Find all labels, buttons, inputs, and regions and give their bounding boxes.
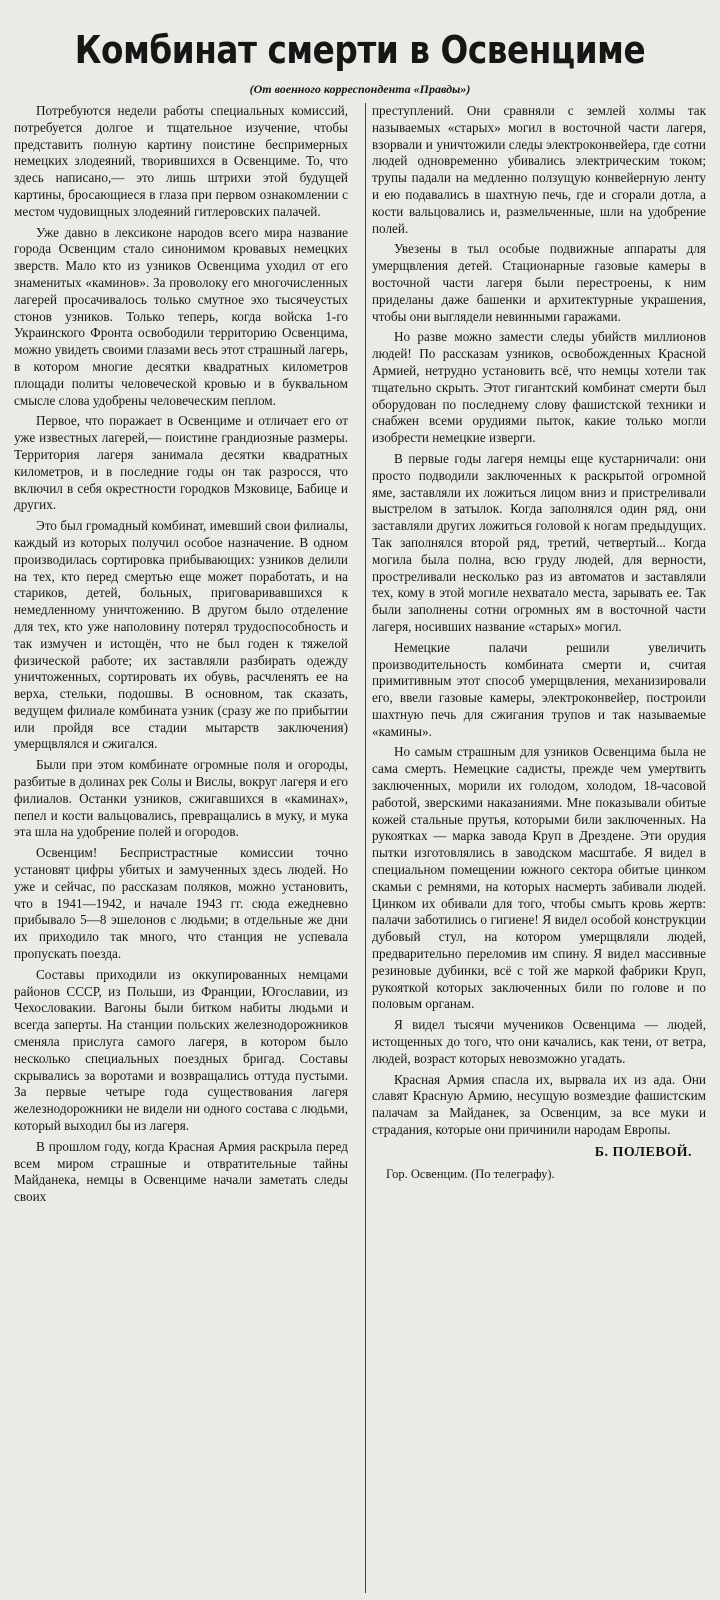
paragraph: Потребуются недели работы специальных комиссий, потребуется долгое и тщательное изучение, чтобы представить полную картину поистине беспримерных немецких злодеяний, творившихся в Освенциме. То, что здесь написано,— это лишь штрихи этой будущей картины, бросающиеся в глаза при первом ознакомлении с местом чудовищных злодеяний гитлеровских палачей. bbox=[14, 103, 348, 219]
article-title: Комбинат смерти в Освенциме bbox=[74, 28, 646, 72]
author-signature: Б. ПОЛЕВОЙ. bbox=[594, 1144, 692, 1160]
article-byline: (От военного корреспондента «Правды») bbox=[249, 82, 471, 96]
paragraph: Это был громадный комбинат, имевший свои филиалы, каждый из которых получил особое назначение. В одном производилась сортировка прибывающих: узников делили на тех, кто перед смертью еще может поработать, и на стариков, детей, больных, приговаривавшихся к немедленному уничтожению. В другом было отделение для тех, кто уже наполовину потерял трудоспособность и так измучен и истощён, что не был годен к тяжелой физической работе; их заставляли разбирать одежду уничтоженных, сортировать их обувь, расчленять ее на верха, стельки, подошвы. В основном, так сказать, ведущем филиале комбината узник (сразу же по прибытии или пройдя все стадии мытарств заключения) умерщвлялся и сжигался. bbox=[14, 518, 348, 752]
paragraph: Но разве можно замести следы убийств миллионов людей! По рассказам узников, освобожденных Красной Армией, нетрудно установить всё, что немцы хотели так тщательно скрыть. Этот гигантский комбинат смерти был оборудован по последнему слову фашистской техники и снабжен всеми орудиями пыток, какие только могли изобрести немецкие изверги. bbox=[372, 329, 706, 446]
paragraph: В первые годы лагеря немцы еще кустарничали: они просто подводили заключенных к раскрытой огромной яме, заставляли их ложиться лицом вниз и пристреливали выстрелом в затылок. Когда заполнялся один ряд, они заставляли других ложиться головой к ногам предыдущих. Так заполнялся второй ряд, третий, четвертый... Когда могила была полна, всю груду людей, для верности, простреливали несколько раз из автоматов и заставляли тех, кому в этой могиле нехватало места, зарывать ее. Так были заполнены сотни огромных ям в восточной части лагеря, носивших название «старых» могил. bbox=[372, 450, 706, 634]
paragraph: Уже давно в лексиконе народов всего мира название города Освенцим стало синонимом кровавых немецких зверств. Мало кто из узников Освенцима уходил от его знаменитых «каминов». За проволоку его многочисленных лагерей просачивалось только смутное эхо тысячеустых стонов узников. Только теперь, когда войска 1-го Украинского Фронта освободили территорию Освенцима, можно увидеть своими глазами весь этот страшный лагерь, в котором многие десятки квадратных километров площади политы человеческой кровью и в буквальном смысле слова удобрены человеческим пеплом. bbox=[14, 224, 348, 408]
right-column bbox=[372, 103, 706, 1210]
paragraph: Я видел тысячи мучеников Освенцима — людей, истощенных до того, что они качались, как тени, от ветра, людей, возраст которых невозможно угадать. bbox=[372, 1017, 706, 1066]
paragraph: Составы приходили из оккупированных немцами районов СССР, из Польши, из Франции, Югославии, из Чехословакии. Вагоны были битком набиты людьми и всегда заперты. На станции польских железнодорожников сменяла прислуга самого лагеря, в котором было несколько специальных поездных бригад. Составы скрывались за воротами и возвращались оттуда пустыми. За первые четыре года существования лагеря железнодорожники не видели ни одного состава с людьми, который выходил бы из лагеря. bbox=[14, 966, 348, 1134]
paragraph: Красная Армия спасла их, вырвала их из ада. Они славят Красную Армию, несущую возмездие фашистским палачам за Майданек, за Освенцим, за все муки и страдания, которые они причинили народам Европы. bbox=[372, 1071, 706, 1138]
article-body bbox=[14, 103, 706, 1210]
paragraph: Первое, что поражает в Освенциме и отличает его от уже известных лагерей,— поистине грандиозные размеры. Территория лагеря занимала десятки квадратных километров, и в последние годы он так разросся, что включил в себя окрестности городков Мзковице, Бабице и других. bbox=[14, 413, 348, 513]
paragraph: В прошлом году, когда Красная Армия раскрыла перед всем миром страшные и отвратительные тайны Майданека, немцы в Освенциме начали заметать следы своих bbox=[14, 1138, 348, 1205]
paragraph: Увезены в тыл особые подвижные аппараты для умерщвления детей. Стационарные газовые камеры в восточной части лагеря были перестроены, к ним приделаны даже башенки и архитектурные украшения, чтобы они выглядели невинными гаражами. bbox=[372, 241, 706, 324]
paragraph: Но самым страшным для узников Освенцима была не сама смерть. Немецкие садисты, прежде чем умертвить заключенных, морили их голодом, холодом, 18-часовой работой, зверскими наказаниями. Мне показывали обитые кожей стальные прутья, которыми били заключенных. На рукоятках — марка завода Круп в Дрездене. Эти орудия пытки изготовлялись в заводском масштабе. Я видел в специальном помещении южного сектора обитые цинком скамьи с ремнями, на которых насмерть забивали людей. Цинком их обивали для того, чтобы смыть кровь жертв: палачи заботились о гигиене! Я видел особой конструкции дубовый стул, на котором умерщвляли людей, предварительно переломив им спину. Я видел массивные резиновые дубинки, всё с той же маркой фабрики Круп, рукояткой которых заключенных били по голове и по половым органам. bbox=[372, 744, 706, 1012]
dateline: Гор. Освенцим. (По телеграфу). bbox=[386, 1166, 555, 1181]
left-column bbox=[14, 103, 348, 1210]
column-divider bbox=[365, 103, 366, 1593]
paragraph: Немецкие палачи решили увеличить производительность комбината смерти и, считая примитивным этот способ умерщвления, механизировали его, ввели газовые камеры, электроконвейер, построили шахтную печь для сжигания трупов и так называемые «камины». bbox=[372, 639, 706, 739]
paragraph: Были при этом комбинате огромные поля и огороды, разбитые в долинах рек Солы и Вислы, вокруг лагеря и его филиалов. Останки узников, сжигавшихся в «каминах», пепел и кости вальцовались, превращались в муку, и мука эта шла на удобрение полей и огородов. bbox=[14, 757, 348, 840]
paragraph: преступлений. Они сравняли с землей холмы так называемых «старых» могил в восточной части лагеря, взорвали и уничтожили следы электроконвейера, где сотни людей одновременно убивались электрическим током; трупы падали на медленно ползущую конвейерную ленту и ею подавались в шахтную печь, где и сгорали дотла, а кости вальцовались и, размельченные, шли на удобрение полей. bbox=[372, 103, 706, 236]
paragraph: Освенцим! Беспристрастные комиссии точно установят цифры убитых и замученных здесь людей. Но уже и сейчас, по рассказам поляков, можно установить, что в 1941—1942, и начале 1943 гг. сюда ежедневно прибывало 5—8 эшелонов с людьми; в отдельные же дни их приходило так много, что станция не успевала пропускать поезда. bbox=[14, 845, 348, 962]
